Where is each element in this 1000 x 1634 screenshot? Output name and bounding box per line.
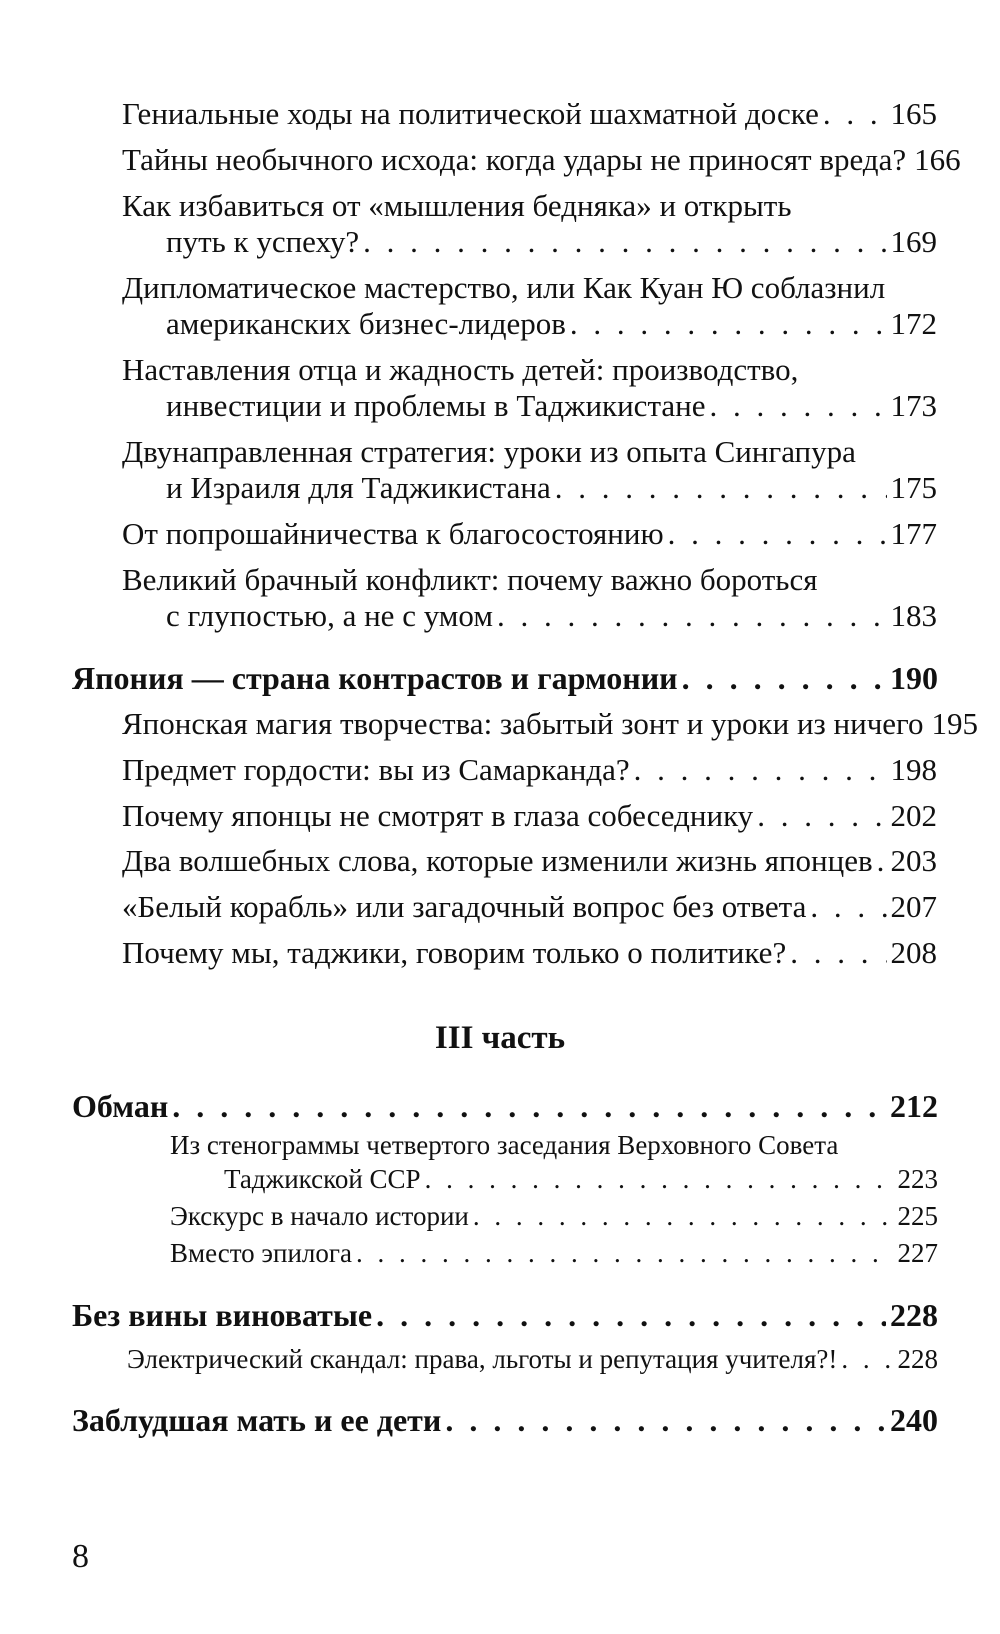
toc-chapter-title: Обман <box>72 1088 169 1124</box>
toc-entry-title: Таджикской ССР <box>224 1164 421 1194</box>
dot-leader <box>555 470 887 506</box>
dot-leader <box>682 660 886 697</box>
toc-entry-page: 208 <box>890 935 937 970</box>
dot-leader <box>841 1344 893 1375</box>
dot-leader <box>709 388 886 424</box>
toc-chapter-page: 190 <box>890 660 938 696</box>
dot-leader <box>570 306 887 342</box>
toc-chapter <box>72 1088 938 1125</box>
toc-entry-title: «Белый корабль» или загадочный вопрос без ответа <box>122 889 807 924</box>
toc-chapter-page: 212 <box>890 1088 938 1124</box>
toc-entry-page: 228 <box>897 1344 938 1374</box>
dot-leader <box>445 1402 886 1439</box>
toc-entry <box>166 224 937 260</box>
toc-entry-page: 202 <box>890 798 937 833</box>
toc-entry <box>122 142 961 178</box>
toc-entry-title: Гениальные ходы на политической шахматной доске <box>122 96 819 131</box>
toc-chapter <box>72 1402 938 1439</box>
toc-entry-title-line: Великий брачный конфликт: почему важно бороться <box>122 562 818 597</box>
toc-entry-title: Почему мы, таджики, говорим только о политике? <box>122 935 787 970</box>
toc-entry-title: путь к успеху? <box>166 224 360 259</box>
toc-entry <box>224 1164 938 1195</box>
toc-entry-title: Два волшебных слова, которые изменили жизнь японцев <box>122 843 873 878</box>
toc-entry-page: 166 <box>914 142 961 177</box>
toc-entry <box>166 598 937 634</box>
dot-leader <box>356 1238 894 1269</box>
toc-entry <box>122 798 937 834</box>
toc-entry-page: 183 <box>890 598 937 633</box>
toc-chapter-title: Без вины виноватые <box>72 1297 373 1333</box>
dot-leader <box>823 96 887 132</box>
toc-entry-page: 165 <box>890 96 937 131</box>
dot-leader <box>497 598 887 634</box>
toc-entry-title: Вместо эпилога <box>170 1238 352 1268</box>
toc-chapter-page: 240 <box>890 1402 938 1438</box>
dot-leader <box>473 1201 894 1232</box>
toc-entry <box>122 752 937 788</box>
toc-entry-title-line: Из стенограммы четвертого заседания Верховного Совета <box>170 1130 839 1160</box>
dot-leader <box>363 224 886 260</box>
toc-entry <box>166 388 937 424</box>
toc-entry <box>122 96 937 132</box>
toc-entry-page: 198 <box>890 752 937 787</box>
toc-entry-page: 227 <box>897 1238 938 1268</box>
toc-entry-page: 203 <box>890 843 937 878</box>
toc-entry-title: Предмет гордости: вы из Самарканда? <box>122 752 630 787</box>
toc-entry-title: и Израиля для Таджикистана <box>166 470 551 505</box>
part-heading: III часть <box>434 1020 566 1056</box>
toc-entry-title: Японская магия творчества: забытый зонт и уроки из ничего <box>122 706 924 741</box>
toc-entry-page: 225 <box>897 1201 938 1231</box>
toc-entry-title: От попрошайничества к благосостоянию <box>122 516 664 551</box>
toc-chapter-page: 228 <box>890 1297 938 1333</box>
toc-entry-page: 207 <box>890 889 937 924</box>
toc-entry <box>122 516 937 552</box>
toc-entry-page: 172 <box>890 306 937 341</box>
toc-entry-title: Тайны необычного исхода: когда удары не приносят вреда? <box>122 142 907 177</box>
toc-entry-page: 173 <box>890 388 937 423</box>
toc-entry-title-line: Дипломатическое мастерство, или Как Куан Ю соблазнил <box>122 270 886 305</box>
toc-entry-page: 175 <box>890 470 937 505</box>
toc-entry <box>122 889 937 925</box>
toc-entry-title: американских бизнес-лидеров <box>166 306 566 341</box>
dot-leader <box>376 1297 886 1334</box>
toc-entry-title: инвестиции и проблемы в Таджикистане <box>166 388 706 423</box>
toc-entry-page: 195 <box>931 706 979 741</box>
toc-entry-title: Электрический скандал: права, льготы и репутация учителя?! <box>127 1344 838 1374</box>
dot-leader <box>790 935 886 971</box>
toc-entry-page: 223 <box>897 1164 938 1194</box>
toc-entry-title-line: Наставления отца и жадность детей: производство, <box>122 352 799 387</box>
dot-leader <box>757 798 886 834</box>
toc-entry <box>166 470 937 506</box>
toc-chapter-title: Заблудшая мать и ее дети <box>72 1402 442 1438</box>
toc-entry <box>170 1201 938 1232</box>
toc-entry <box>122 706 979 742</box>
toc-entry-title: Почему японцы не смотрят в глаза собеседнику <box>122 798 754 833</box>
dot-leader <box>877 843 887 879</box>
dot-leader <box>172 1088 886 1125</box>
toc-entry-title-line: Двунаправленная стратегия: уроки из опыта Сингапура <box>122 434 856 469</box>
page-number: 8 <box>72 1538 89 1575</box>
dot-leader <box>668 516 887 552</box>
toc-chapter <box>72 660 938 697</box>
toc-entry-title: Экскурс в начало истории <box>170 1201 469 1231</box>
toc-chapter-title: Япония — страна контрастов и гармонии <box>72 660 678 696</box>
toc-entry <box>170 1238 938 1269</box>
toc-entry-title: с глупостью, а не с умом <box>166 598 493 633</box>
toc-chapter <box>72 1297 938 1334</box>
toc-entry <box>166 306 937 342</box>
toc-entry <box>122 843 937 879</box>
toc-entry <box>122 935 937 971</box>
toc-entry-page: 169 <box>890 224 937 259</box>
toc-entry-title-line: Как избавиться от «мышления бедняка» и открыть <box>122 188 792 223</box>
dot-leader <box>425 1164 894 1195</box>
dot-leader <box>810 889 886 925</box>
toc-entry-page: 177 <box>890 516 937 551</box>
toc-entry <box>127 1344 938 1375</box>
dot-leader <box>634 752 887 788</box>
